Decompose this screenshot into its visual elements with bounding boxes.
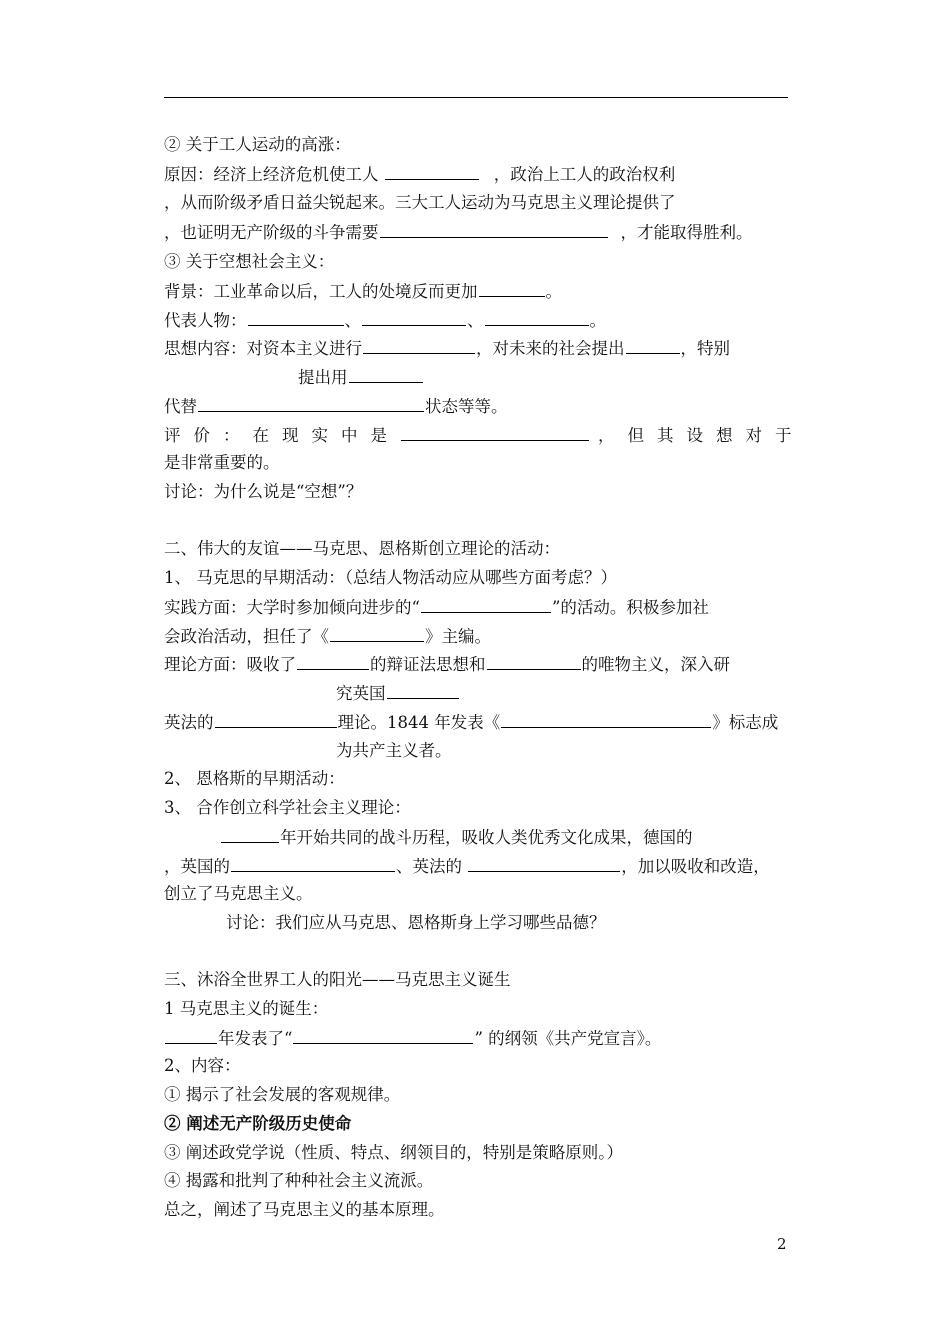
fill-blank[interactable]: [297, 654, 369, 670]
text-line: 究英国: [336, 683, 460, 704]
text-line: 为共产主义者。: [336, 741, 452, 760]
text-line: 是非常重要的。: [164, 453, 280, 472]
fill-blank[interactable]: [330, 626, 424, 642]
list-item: ④ 揭露和批判了种种社会主义流派。: [164, 1171, 434, 1190]
fill-blank[interactable]: [626, 338, 680, 354]
fill-blank[interactable]: [293, 1028, 473, 1044]
section-workers-movement-heading: ② 关于工人运动的高涨：: [164, 135, 351, 154]
text-line: 评价：在现实中是 ，但其设想对于: [164, 426, 805, 445]
fill-blank[interactable]: [485, 310, 589, 326]
fill-blank[interactable]: [385, 164, 479, 180]
text-line: ，也证明无产阶级的斗争需要 ，才能取得胜利。: [164, 223, 753, 242]
header-rule: [164, 97, 788, 98]
fill-blank[interactable]: [349, 367, 423, 383]
fill-blank[interactable]: [401, 425, 589, 441]
fill-blank[interactable]: [479, 281, 545, 297]
fill-blank[interactable]: [198, 396, 424, 412]
text-line: 原因：经济上经济危机使工人 ，政治上工人的政治权利: [164, 165, 676, 184]
list-item: ③ 阐述政党学说（性质、特点、纲领目的，特别是策略原则。）: [164, 1143, 623, 1162]
text-line: ，英国的 、英法的 ，加以吸收和改造，: [164, 857, 770, 876]
list-item: ① 揭示了社会发展的客观规律。: [164, 1085, 401, 1104]
subsection-birth-heading: 1 马克思主义的诞生：: [164, 999, 329, 1018]
fill-blank[interactable]: [421, 597, 551, 613]
text-line: 创立了马克思主义。: [164, 884, 313, 903]
list-item: ② 阐述无产阶级历史使命: [164, 1114, 352, 1133]
fill-blank[interactable]: [387, 683, 459, 699]
subsection-engels-heading: 2、 恩格斯的早期活动：: [164, 769, 345, 788]
fill-blank[interactable]: [487, 654, 581, 670]
fill-blank[interactable]: [363, 338, 475, 354]
text-line: 会政治活动，担任了《 》主编。: [164, 627, 491, 646]
summary-line: 总之，阐述了马克思主义的基本原理。: [164, 1200, 445, 1219]
section-utopian-socialism-heading: ③ 关于空想社会主义：: [164, 252, 335, 271]
fill-blank[interactable]: [221, 827, 279, 843]
text-line: 年发表了“ ” 的纲领《共产党宣言》。: [164, 1028, 661, 1049]
fill-blank[interactable]: [215, 712, 337, 728]
text-line: 理论方面：吸收了 的辩证法思想和 的唯物主义，深入研: [164, 655, 730, 674]
text-line: 提出用: [298, 367, 424, 388]
fill-blank[interactable]: [380, 222, 608, 238]
text-line: 思想内容：对资本主义进行 ，对未来的社会提出 ，特别: [164, 339, 730, 358]
subsection-marx-heading: 1、 马克思的早期活动：（总结人物活动应从哪些方面考虑？）: [164, 568, 617, 587]
discussion-question: 讨论：为什么说是“空想”？: [164, 482, 363, 501]
subsection-content-heading: 2、内容：: [164, 1056, 241, 1075]
text-line: ，从而阶级矛盾日益尖锐起来。三大工人运动为马克思主义理论提供了: [164, 193, 676, 212]
section-two-heading: 二、伟大的友谊——马克思、恩格斯创立理论的活动：: [164, 539, 560, 558]
text-line: 实践方面：大学时参加倾向进步的“ ”的活动。积极参加社: [164, 598, 709, 617]
page-number: 2: [777, 1235, 787, 1253]
fill-blank[interactable]: [501, 712, 711, 728]
section-three-heading: 三、沐浴全世界工人的阳光——马克思主义诞生: [164, 970, 511, 989]
text-line: 英法的 理论。1844 年发表《 》标志成: [164, 713, 779, 732]
text-line: 代表人物： 、 、 。: [164, 311, 606, 330]
fill-blank[interactable]: [468, 856, 620, 872]
fill-blank[interactable]: [231, 856, 395, 872]
fill-blank[interactable]: [165, 1028, 217, 1044]
text-line: 代替 状态等等。: [164, 397, 508, 416]
fill-blank[interactable]: [362, 310, 466, 326]
discussion-question: 讨论：我们应从马克思、恩格斯身上学习哪些品德？: [226, 913, 606, 932]
text-line: 背景：工业革命以后，工人的处境反而更加 。: [164, 282, 562, 301]
text-line: 年开始共同的战斗历程，吸收人类优秀文化成果，德国的: [220, 827, 693, 848]
subsection-cooperation-heading: 3、 合作创立科学社会主义理论：: [164, 798, 411, 817]
fill-blank[interactable]: [248, 310, 344, 326]
